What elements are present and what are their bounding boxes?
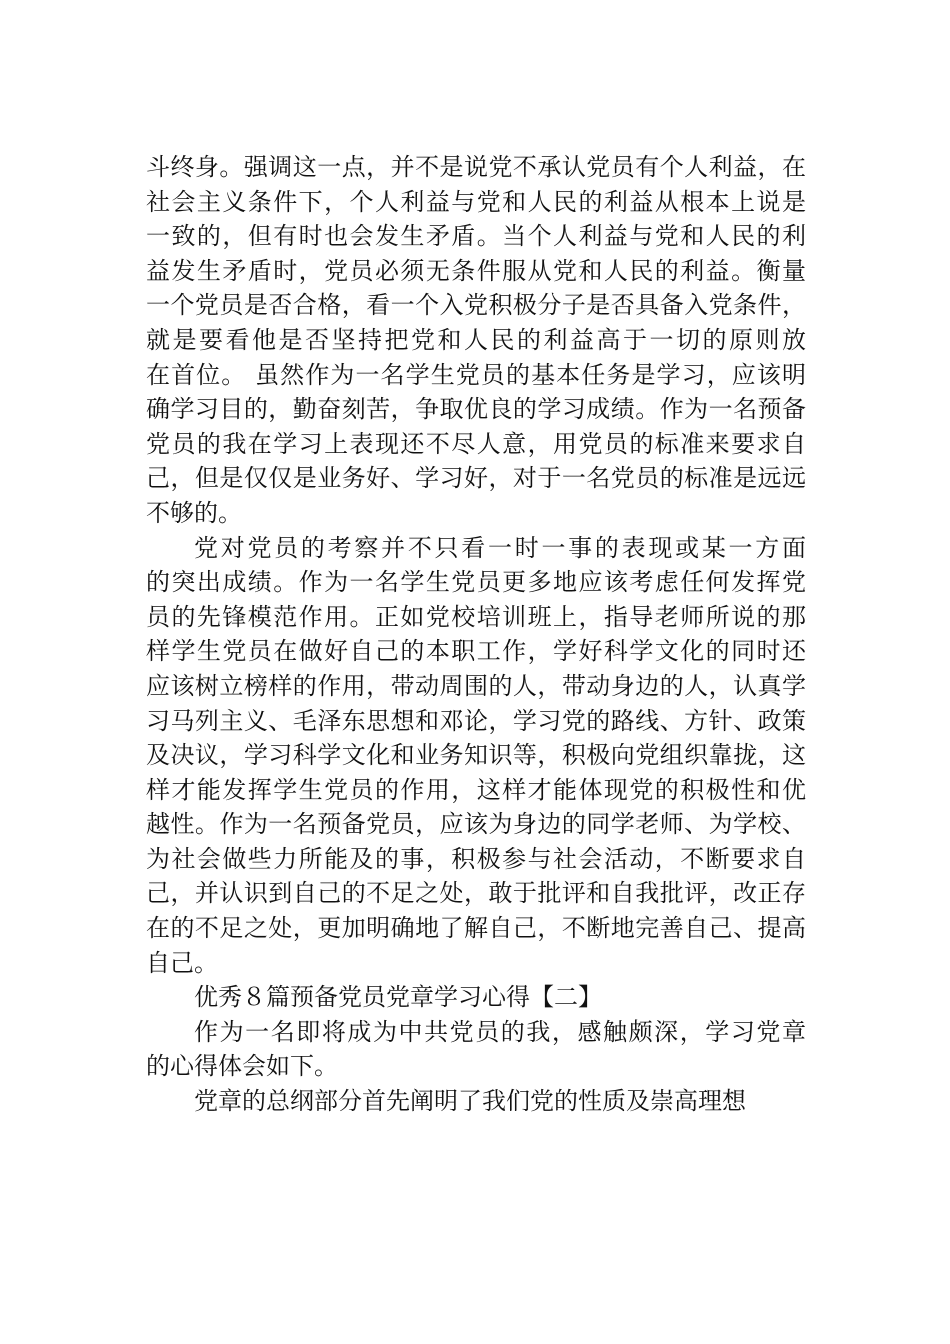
text-line: 应该树立榜样的作用，带动周围的人，带动身边的人，认真学 — [146, 671, 806, 700]
text-line: 党员的我在学习上表现还不尽人意，用党员的标准来要求自 — [146, 429, 806, 458]
text-line: 社会主义条件下，个人利益与党和人民的利益从根本上说是 — [146, 187, 806, 216]
paragraph — [146, 980, 806, 1015]
text-line: 及决议，学习科学文化和业务知识等，积极向党组织靠拢，这 — [146, 741, 806, 770]
text-line: 党对党员的考察并不只看一时一事的表现或某一方面 — [194, 533, 806, 562]
text-line: 在首位。 虽然作为一名学生党员的基本任务是学习，应该明 — [146, 360, 806, 389]
text-line: 益发生矛盾时，党员必须无条件服从党和人民的利益。衡量 — [146, 256, 806, 285]
text-line: 员的先锋模范作用。正如党校培训班上，指导老师所说的那 — [146, 602, 806, 631]
text-line: 作为一名即将成为中共党员的我，感触颇深，学习党章 — [194, 1017, 806, 1046]
text-line: 优秀８篇预备党员党章学习心得【二】 — [194, 983, 602, 1012]
text-line: 习马列主义、毛泽东思想和邓论，学习党的路线、方针、政策 — [146, 706, 806, 735]
text-line: 自己。 — [146, 948, 218, 977]
text-line: 就是要看他是否坚持把党和人民的利益高于一切的原则放 — [146, 325, 806, 354]
paragraph — [146, 531, 806, 981]
text-line: 己，并认识到自己的不足之处，敢于批评和自我批评，改正存 — [146, 879, 806, 908]
text-line: 一致的，但有时也会发生矛盾。当个人利益与党和人民的利 — [146, 222, 806, 251]
text-line: 样学生党员在做好自己的本职工作，学好科学文化的同时还 — [146, 637, 806, 666]
text-line: 党章的总纲部分首先阐明了我们党的性质及崇高理想 — [194, 1087, 746, 1116]
text-line: 越性。作为一名预备党员，应该为身边的同学老师、为学校、 — [146, 810, 806, 839]
paragraph — [146, 150, 806, 531]
document-body — [146, 150, 806, 1119]
text-line: 在的不足之处，更加明确地了解自己，不断地完善自己、提高 — [146, 914, 806, 943]
text-line: 为社会做些力所能及的事，积极参与社会活动，不断要求自 — [146, 844, 806, 873]
text-line: 一个党员是否合格，看一个入党积极分子是否具备入党条件， — [146, 291, 806, 320]
text-line: 不够的。 — [146, 498, 242, 527]
paragraph — [146, 1084, 806, 1119]
text-line: 斗终身。强调这一点，并不是说党不承认党员有个人利益，在 — [146, 153, 806, 181]
paragraph — [146, 1015, 806, 1084]
text-line: 确学习目的，勤奋刻苦，争取优良的学习成绩。作为一名预备 — [146, 395, 806, 424]
text-line: 样才能发挥学生党员的作用，这样才能体现党的积极性和优 — [146, 775, 806, 804]
text-line: 的突出成绩。作为一名学生党员更多地应该考虑任何发挥党 — [146, 568, 806, 597]
text-line: 的心得体会如下。 — [146, 1052, 338, 1081]
text-line: 己，但是仅仅是业务好、学习好，对于一名党员的标准是远远 — [146, 464, 806, 493]
